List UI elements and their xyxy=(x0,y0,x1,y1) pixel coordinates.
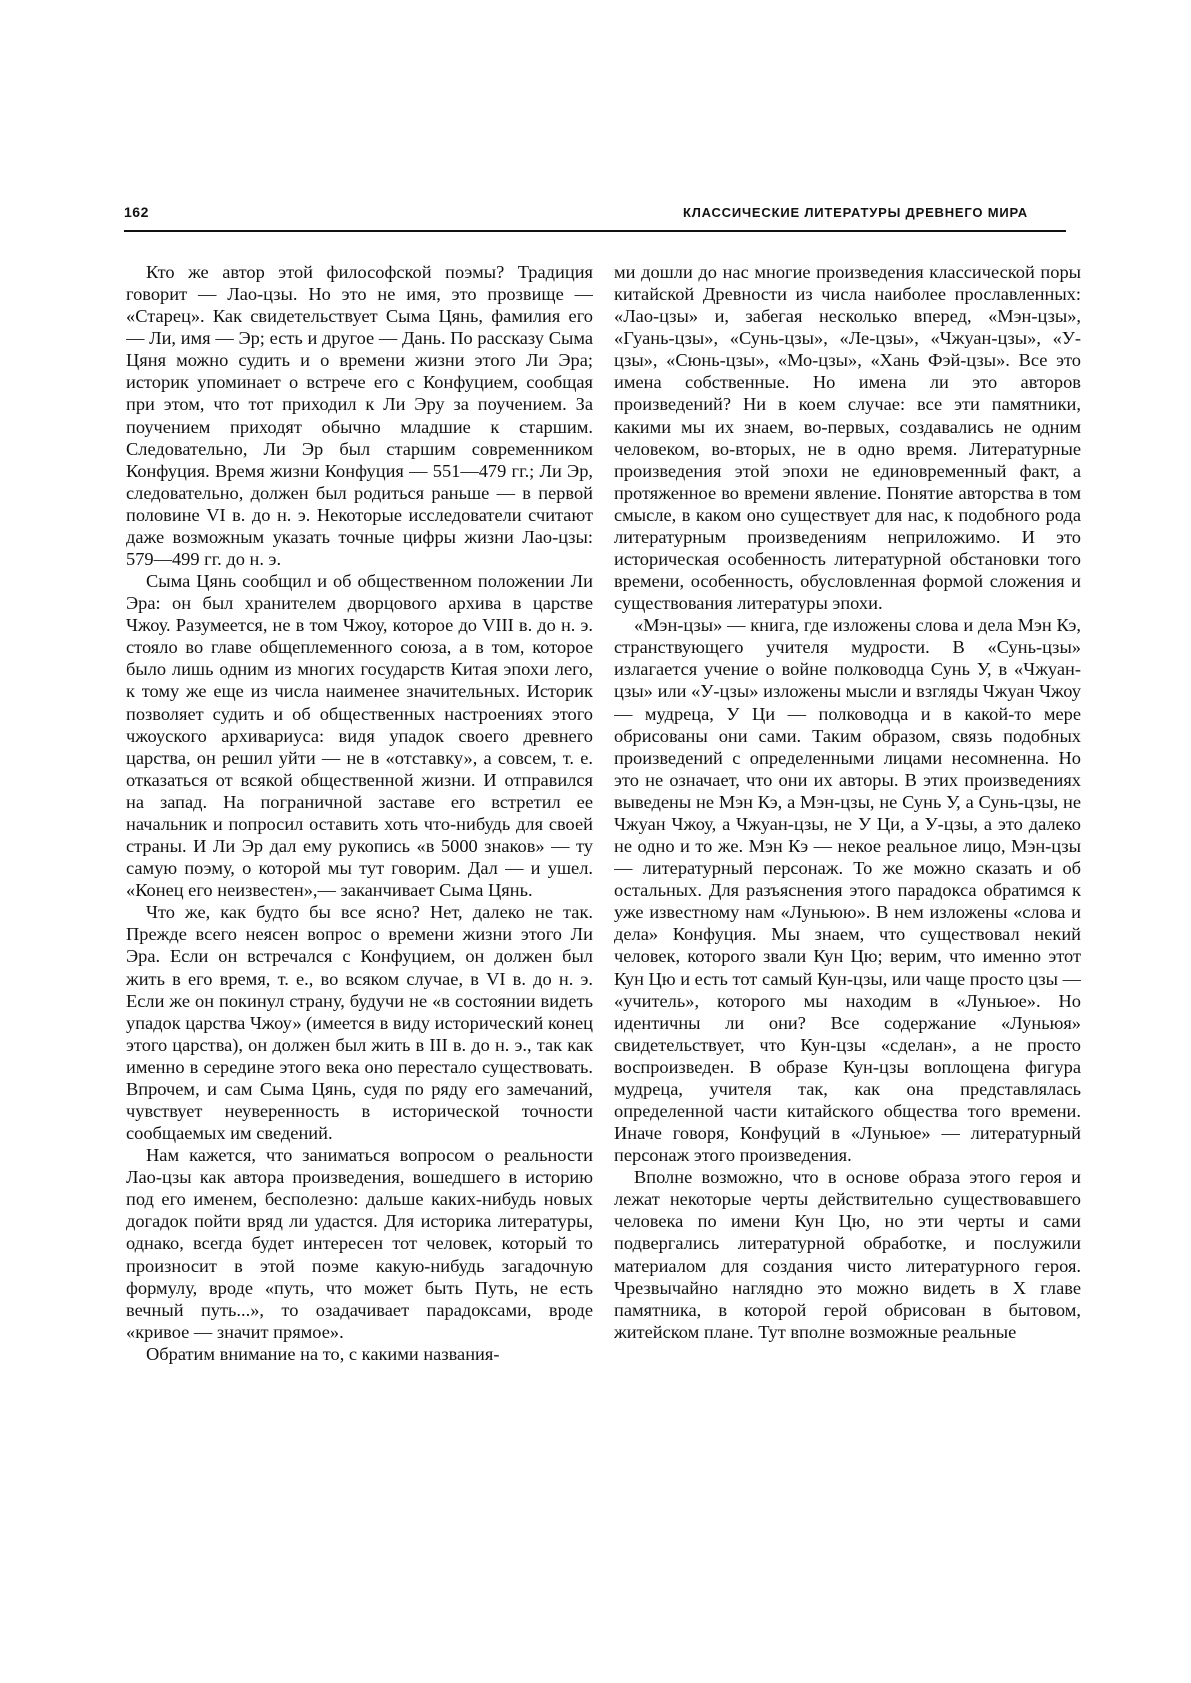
left-column xyxy=(126,261,593,1421)
paragraph: Сыма Цянь сообщил и об общественном положении Ли Эра: он был хранителем дворцового архива в царстве Чжоу. Разумеется, не в том Чжоу, которое до VIII в. до н. э. стояло во главе общеплеменного союза, а в том, которое было лишь одним из многих государств Китая эпохи лего, к тому же еще из числа наименее значительных. Историк позволяет судить и об общественных настроениях этого чжоуского архивариуса: видя упадок своего древнего царства, он решил уйти — не в «отставку», а совсем, т. е. отказаться от всякой общественной жизни. И отправился на запад. На пограничной заставе его встретил ее начальник и попросил оставить хоть что-нибудь для своей страны. И Ли Эр дал ему рукопись «в 5000 знаков» — ту самую поэму, о которой мы тут говорим. Дал — и ушел. «Конец его неизвестен»,— заканчивает Сыма Цянь. xyxy=(126,571,593,901)
paragraph: Обратим внимание на то, с какими названия- xyxy=(146,1343,500,1364)
paragraph: Нам кажется, что заниматься вопросом о реальности Лао-цзы как автора произведения, вошедшего в историю под его именем, бесполезно: дальше каких-нибудь новых догадок пойти вряд ли удастся. Для историка литературы, однако, всегда будет интересен тот человек, который то произносит в этой поэме какую-нибудь загадочную формулу, вроде «путь, что может быть Путь, не есть вечный путь...», то озадачивает парадоксами, вроде «кривое — значит прямое». xyxy=(126,1145,593,1342)
paragraph: Кто же автор этой философской поэмы? Традиция говорит — Лао-цзы. Но это не имя, это прозвище — «Старец». Как свидетельствует Сыма Цянь, фамилия его — Ли, имя — Эр; есть и другое — Дань. По рассказу Сыма Цяня можно судить и о времени жизни этого Ли Эра; историк упоминает о встрече его с Конфуцием, сообщая при этом, что тот приходил к Ли Эру за поучением. За поучением приходят обычно младшие к старшим. Следовательно, Ли Эр был старшим современником Конфуция. Время жизни Конфуция — 551—479 гг.; Ли Эр, следовательно, должен был родиться раньше — в первой половине VI в. до н. э. Некоторые исследователи считают даже возможным указать точные цифры жизни Лао-цзы: 579—499 гг. до н. э. xyxy=(126,262,593,570)
paragraph: Вполне возможно, что в основе образа этого героя и лежат некоторые черты действительно существовавшего человека по имени Кун Цю, но эти черты и сами подвергались литературной обработке, и послужили материалом для создания чисто литературного героя. Чрезвычайно наглядно это можно видеть в X главе памятника, в которой герой обрисован в бытовом, житейском плане. Тут вполне возможные реальные xyxy=(614,1167,1081,1342)
paragraph: «Мэн-цзы» — книга, где изложены слова и дела Мэн Кэ, странствующего учителя мудрости. В «Сунь-цзы» излагается учение о войне полководца Сунь У, в «Чжуан-цзы» или «У-цзы» изложены мысли и взгляды Чжуан Чжоу — мудреца, У Ци — полководца и в какой-то мере обрисованы они сами. Таким образом, связь подобных произведений с определенными лицами несомненна. Но это не означает, что они их авторы. В этих произведениях выведены не Мэн Кэ, а Мэн-цзы, не Сунь У, а Сунь-цзы, не Чжуан Чжоу, а Чжуан-цзы, не У Ци, а У-цзы, а это далеко не одно и то же. Мэн Кэ — некое реальное лицо, Мэн-цзы — литературный персонаж. То же можно сказать и об остальных. Для разъяснения этого парадокса обратимся к уже известному нам «Луньюю». В нем изложены «слова и дела» Конфуция. Мы знаем, что существовал некий человек, которого звали Кун Цю; верим, что именно этот Кун Цю и есть тот самый Кун-цзы, или чаще просто цзы — «учитель», которого мы находим в «Луньюе». Но идентичны ли они? Все содержание «Луньюя» свидетельствует, что Кун-цзы «сделан», а не просто воспроизведен. В образе Кун-цзы воплощена фигура мудреца, учителя так, как она представлялась определенной части китайского общества того времени. Иначе говоря, Конфуций в «Луньюе» — литературный персонаж этого произведения. xyxy=(614,615,1081,1166)
page-header xyxy=(124,200,1066,232)
paragraph-continued: ми дошли до нас многие произведения классической поры китайской Древности из числа наиболее прославленных: «Лао-цзы» и, забегая несколько вперед, «Мэн-цзы», «Гуань-цзы», «Сунь-цзы», «Ле-цзы», «Чжуан-цзы», «У-цзы», «Сюнь-цзы», «Мо-цзы», «Хань Фэй-цзы». Все это имена собственные. Но имена ли это авторов произведений? Ни в коем случае: все эти памятники, какими мы их знаем, во-первых, создавались не одним человеком, во-вторых, не в одно время. Литературные произведения этой эпохи не единовременный факт, а протяженное во времени явление. Понятие авторства в том смысле, в каком оно существует для нас, к подобного рода литературным произведениям неприложимо. И это историческая особенность литературной обстановки того времени, особенность, обусловленная формой сложения и существования литературы эпохи. xyxy=(614,262,1081,614)
page-number: 162 xyxy=(124,204,149,220)
paragraph: Что же, как будто бы все ясно? Нет, далеко не так. Прежде всего неясен вопрос о времени жизни этого Ли Эра. Если он встречался с Конфуцием, он должен был жить в его время, т. е., во всяком случае, в VI в. до н. э. Если же он покинул страну, будучи не «в состоянии видеть упадок царства Чжоу» (имеется в виду исторический конец этого царства), он должен был жить в III в. до н. э., так как именно в середине этого века оно перестало существовать. Впрочем, и сам Сыма Цянь, судя по ряду его замечаний, чувствует неуверенность в исторической точности сообщаемых им сведений. xyxy=(126,902,593,1144)
running-title: КЛАССИЧЕСКИЕ ЛИТЕРАТУРЫ ДРЕВНЕГО МИРА xyxy=(682,205,1028,220)
right-column xyxy=(614,261,1081,1421)
